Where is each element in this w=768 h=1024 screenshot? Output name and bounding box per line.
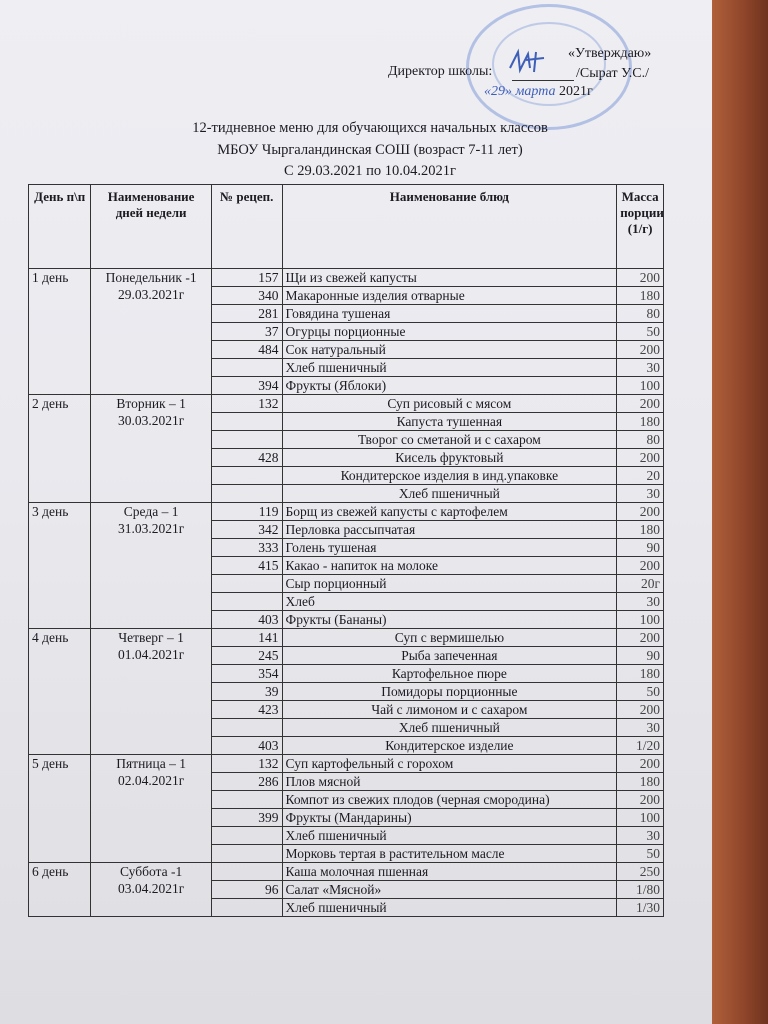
dish-name: Борщ из свежей капусты с картофелем [282,503,617,521]
dish-name: Капуста тушенная [282,413,617,431]
recipe-number: 415 [211,557,282,575]
portion-mass: 200 [617,503,664,521]
dish-name: Хлеб пшеничный [282,485,617,503]
table-row [29,863,664,881]
approve-label: «Утверждаю» [568,46,652,61]
recipe-number [211,791,282,809]
portion-mass: 80 [617,431,664,449]
portion-mass: 80 [617,305,664,323]
dish-name: Чай с лимоном и с сахаром [282,701,617,719]
recipe-number: 132 [211,395,282,413]
portion-mass: 200 [617,701,664,719]
recipe-number [211,413,282,431]
portion-mass: 100 [617,611,664,629]
portion-mass: 50 [617,845,664,863]
dish-name: Сыр порционный [282,575,617,593]
portion-mass: 180 [617,413,664,431]
dish-name: Суп с вермишелью [282,629,617,647]
header-dayname: Наименование дней недели [91,185,212,269]
day-name: Среда – 1 31.03.2021г [91,503,212,629]
recipe-number: 245 [211,647,282,665]
dish-name: Картофельное пюре [282,665,617,683]
header-mass: Масса порции (1/г) [617,185,664,269]
dish-name: Хлеб [282,593,617,611]
header-recipe: № рецеп. [211,185,282,269]
portion-mass: 30 [617,359,664,377]
recipe-number [211,575,282,593]
table-row [29,395,664,413]
recipe-number: 340 [211,287,282,305]
recipe-number: 96 [211,881,282,899]
portion-mass: 1/80 [617,881,664,899]
day-name: Суббота -1 03.04.2021г [91,863,212,917]
menu-table [28,184,664,917]
dish-name: Хлеб пшеничный [282,719,617,737]
dish-name: Плов мясной [282,773,617,791]
recipe-number: 39 [211,683,282,701]
portion-mass: 180 [617,773,664,791]
day-number: 2 день [29,395,91,503]
recipe-number: 157 [211,269,282,287]
recipe-number [211,485,282,503]
dish-name: Какао - напиток на молоке [282,557,617,575]
dish-name: Кондитерское изделие [282,737,617,755]
day-name: Пятница – 1 02.04.2021г [91,755,212,863]
dish-name: Рыба запеченная [282,647,617,665]
dish-name: Суп картофельный с горохом [282,755,617,773]
recipe-number: 281 [211,305,282,323]
approval-date [484,84,593,100]
portion-mass: 100 [617,377,664,395]
recipe-number: 403 [211,737,282,755]
recipe-number: 132 [211,755,282,773]
date-year: 2021г [559,84,593,99]
dish-name: Макаронные изделия отварные [282,287,617,305]
recipe-number: 399 [211,809,282,827]
portion-mass: 30 [617,827,664,845]
recipe-number: 484 [211,341,282,359]
dish-name: Хлеб пшеничный [282,359,617,377]
recipe-number: 333 [211,539,282,557]
portion-mass: 30 [617,719,664,737]
table-header-row [29,185,664,269]
recipe-number: 119 [211,503,282,521]
portion-mass: 50 [617,683,664,701]
school-title: МБОУ Чыргаландинская СОШ (возраст 7-11 лет) [217,142,523,158]
dish-name: Голень тушеная [282,539,617,557]
portion-mass: 200 [617,755,664,773]
dish-name: Фрукты (Бананы) [282,611,617,629]
table-row [29,269,664,287]
recipe-number: 394 [211,377,282,395]
day-number: 1 день [29,269,91,395]
recipe-number [211,719,282,737]
dish-name: Морковь тертая в растительном масле [282,845,617,863]
recipe-number [211,593,282,611]
portion-mass: 30 [617,593,664,611]
recipe-number: 423 [211,701,282,719]
dish-name: Суп рисовый с мясом [282,395,617,413]
dish-name: Кондитерское изделия в инд.упаковке [282,467,617,485]
portion-mass: 200 [617,449,664,467]
recipe-number [211,845,282,863]
director-signature [500,46,570,76]
portion-mass: 90 [617,647,664,665]
day-name: Понедельник -1 29.03.2021г [91,269,212,395]
dish-name: Щи из свежей капусты [282,269,617,287]
recipe-number: 428 [211,449,282,467]
dish-name: Творог со сметаной и с сахаром [282,431,617,449]
portion-mass: 50 [617,323,664,341]
dish-name: Каша молочная пшенная [282,863,617,881]
portion-mass: 180 [617,665,664,683]
portion-mass: 20г [617,575,664,593]
signature-line [512,80,574,81]
header-dish: Наименование блюд [282,185,617,269]
recipe-number [211,467,282,485]
director-label: Директор школы: [388,64,493,79]
dish-name: Салат «Мясной» [282,881,617,899]
recipe-number [211,863,282,881]
portion-mass: 1/30 [617,899,664,917]
table-row [29,629,664,647]
header-day: День п\п [29,185,91,269]
dish-name: Фрукты (Мандарины) [282,809,617,827]
recipe-number: 141 [211,629,282,647]
portion-mass: 200 [617,395,664,413]
dish-name: Хлеб пшеничный [282,899,617,917]
recipe-number: 342 [211,521,282,539]
portion-mass: 100 [617,809,664,827]
portion-mass: 200 [617,629,664,647]
portion-mass: 200 [617,341,664,359]
day-name: Четверг – 1 01.04.2021г [91,629,212,755]
portion-mass: 180 [617,287,664,305]
recipe-number: 286 [211,773,282,791]
day-number: 6 день [29,863,91,917]
portion-mass: 250 [617,863,664,881]
menu-table-body [29,269,664,917]
portion-mass: 180 [617,521,664,539]
period-title: С 29.03.2021 по 10.04.2021г [283,163,456,179]
dish-name: Огурцы порционные [282,323,617,341]
portion-mass: 20 [617,467,664,485]
wooden-table-edge [712,0,768,1024]
menu-title: 12-тидневное меню для обучающихся начальных классов [192,120,548,136]
table-row [29,503,664,521]
day-number: 5 день [29,755,91,863]
recipe-number [211,827,282,845]
dish-name: Помидоры порционные [282,683,617,701]
portion-mass: 90 [617,539,664,557]
director-name: /Сырат У.С./ [576,66,649,81]
dish-name: Перловка рассыпчатая [282,521,617,539]
dish-name: Кисель фруктовый [282,449,617,467]
portion-mass: 200 [617,791,664,809]
recipe-number: 354 [211,665,282,683]
date-day: «29» [484,84,512,99]
day-number: 4 день [29,629,91,755]
dish-name: Фрукты (Яблоки) [282,377,617,395]
day-number: 3 день [29,503,91,629]
recipe-number [211,431,282,449]
portion-mass: 1/20 [617,737,664,755]
portion-mass: 200 [617,557,664,575]
dish-name: Компот из свежих плодов (черная смородина) [282,791,617,809]
recipe-number [211,359,282,377]
recipe-number: 37 [211,323,282,341]
portion-mass: 200 [617,269,664,287]
table-row [29,755,664,773]
date-month: марта [515,84,556,99]
recipe-number [211,899,282,917]
dish-name: Говядина тушеная [282,305,617,323]
day-name: Вторник – 1 30.03.2021г [91,395,212,503]
dish-name: Сок натуральный [282,341,617,359]
dish-name: Хлеб пшеничный [282,827,617,845]
portion-mass: 30 [617,485,664,503]
recipe-number: 403 [211,611,282,629]
